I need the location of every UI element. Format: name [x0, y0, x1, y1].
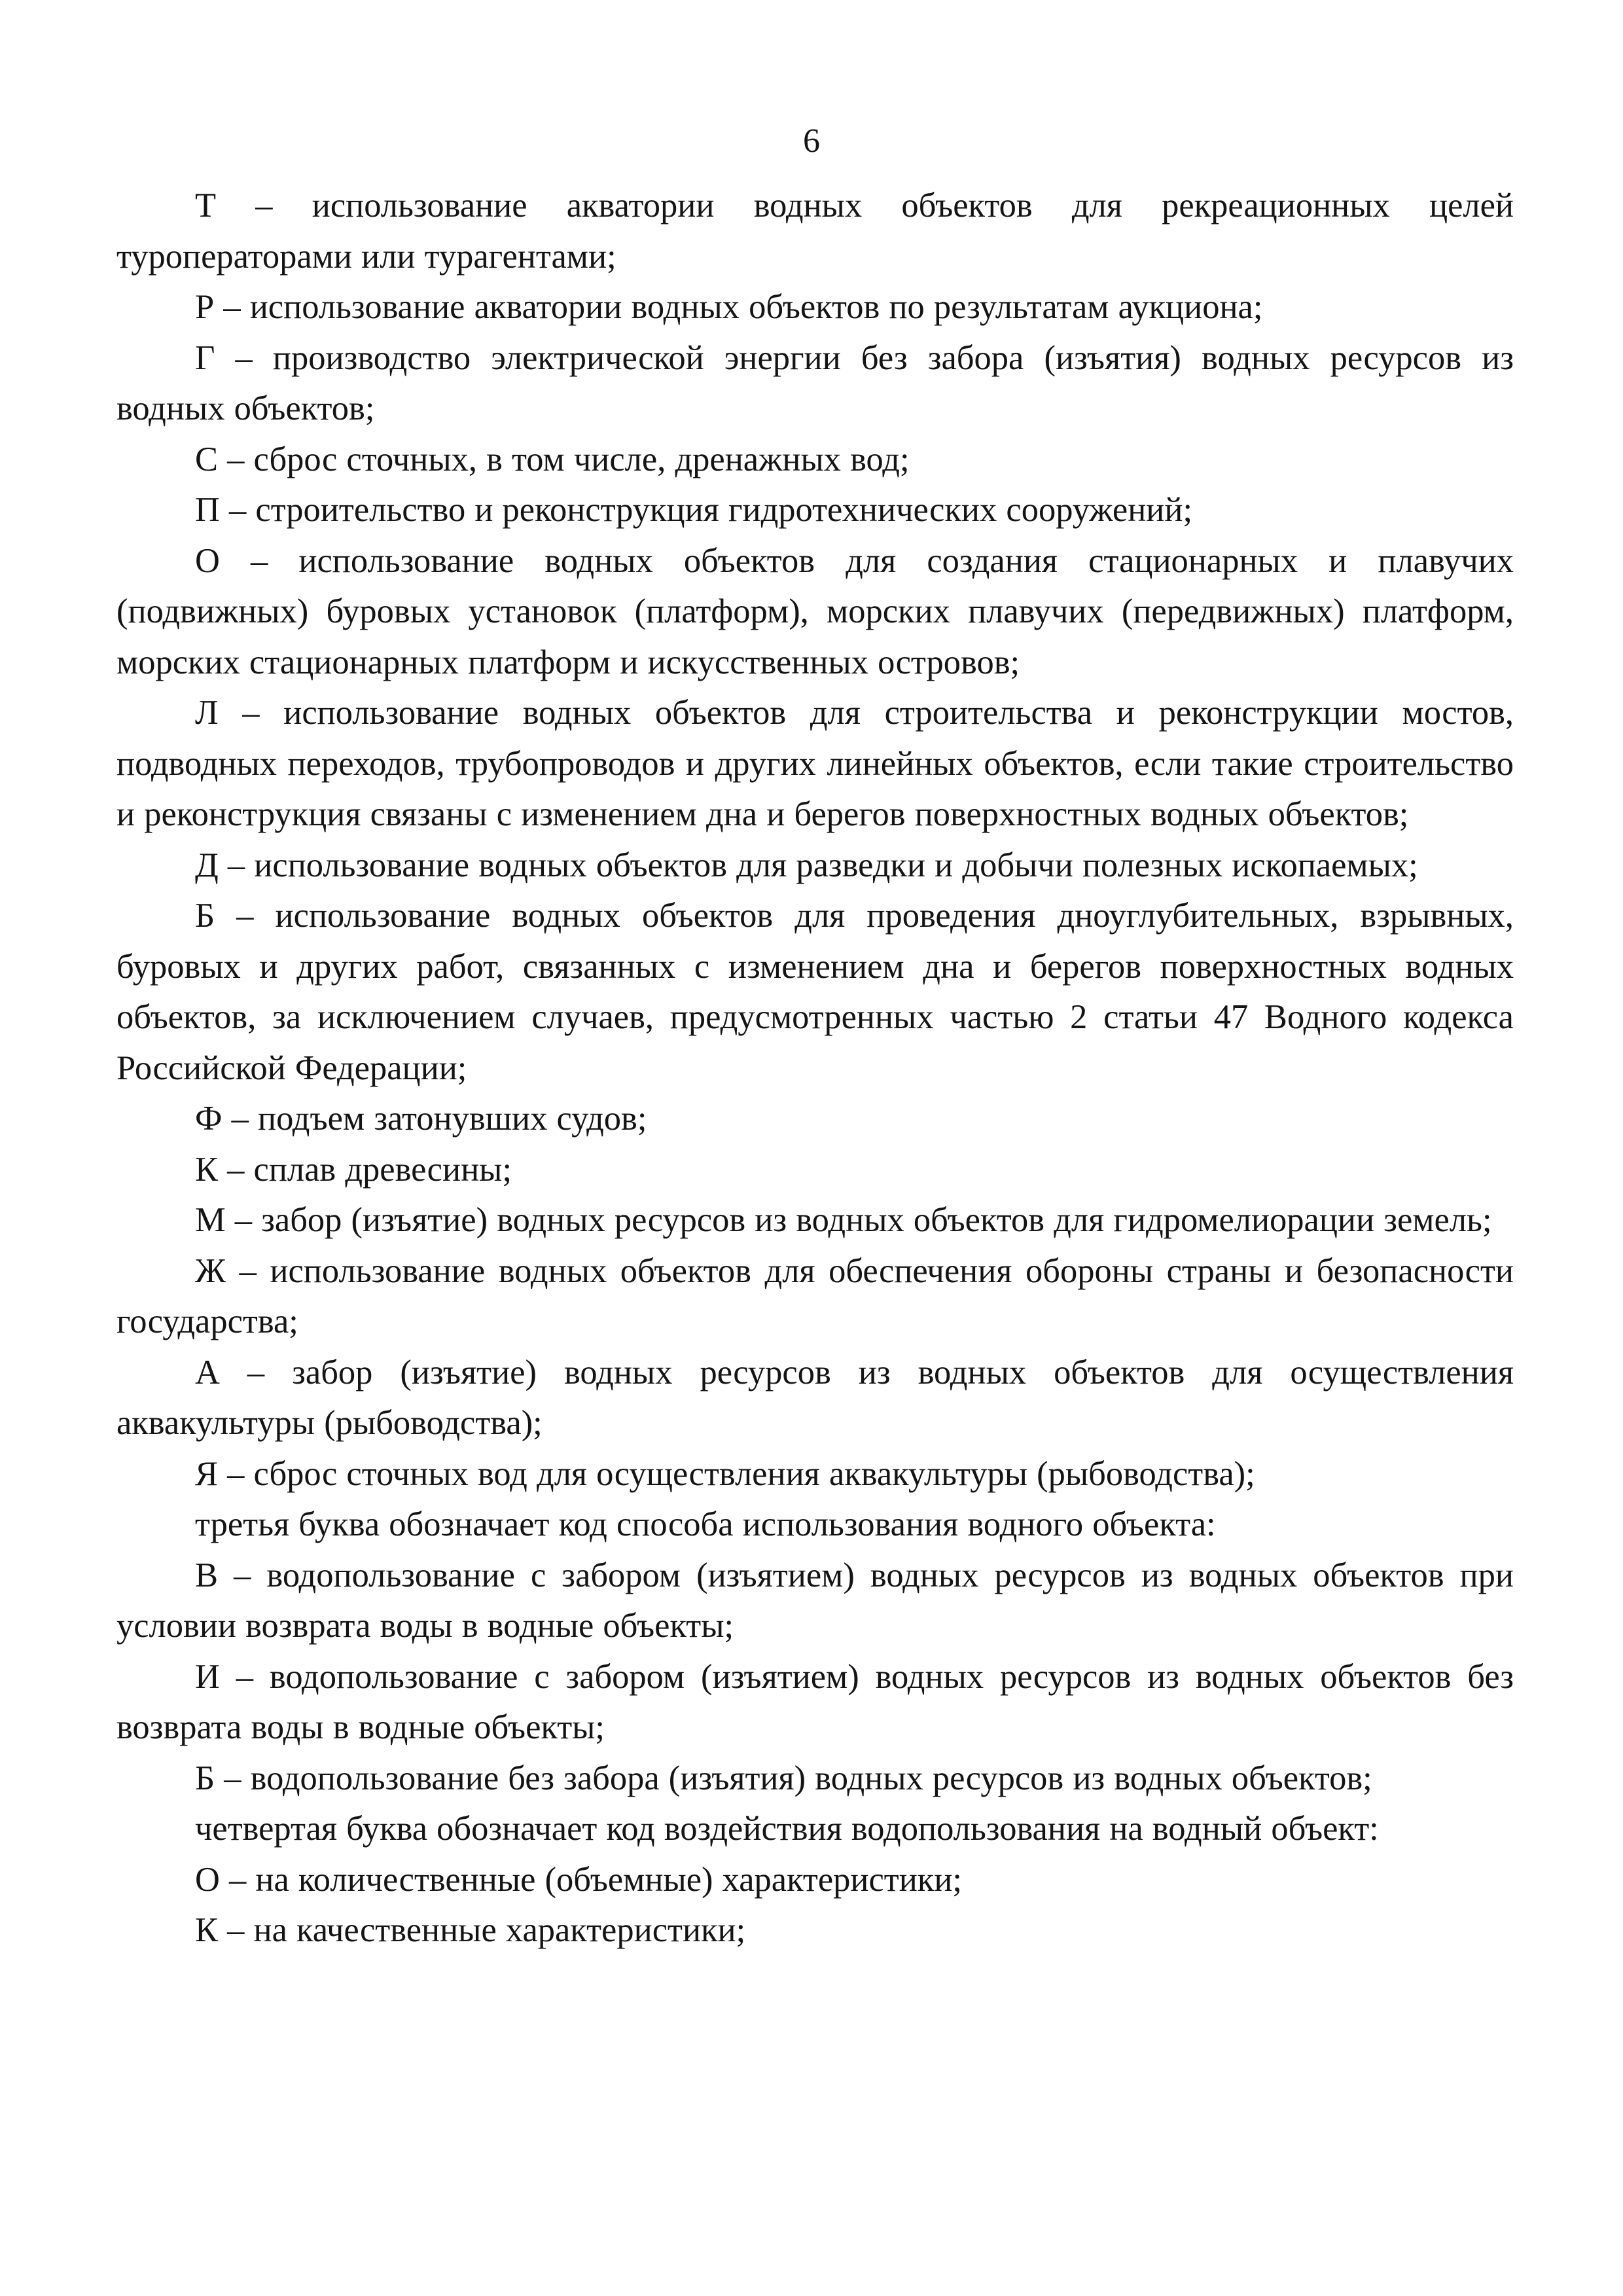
paragraph-code-p: П – строительство и реконструкция гидротехнических сооружений; [195, 491, 1193, 529]
paragraph-code-ya: Я – сброс сточных вод для осуществления аквакультуры (рыбоводства); [195, 1454, 1255, 1493]
paragraph-code-s: С – сброс сточных, в том числе, дренажных вод; [195, 440, 910, 478]
paragraph-method-i: И – водопользование с забором (изъятием) водных ресурсов из водных объектов без возврата воды в водные объекты; [116, 1657, 1514, 1746]
paragraph-third-letter-intro: третья буква обозначает код способа использования водного объекта: [195, 1505, 1216, 1543]
paragraph-code-g: Г – производство электрической энергии без забора (изъятия) водных ресурсов из водных объектов; [116, 338, 1514, 427]
document-body [116, 181, 1514, 1956]
paragraph-code-m: М – забор (изъятие) водных ресурсов из водных объектов для гидромелиорации земель; [195, 1201, 1492, 1239]
paragraph-code-l: Л – использование водных объектов для строительства и реконструкции мостов, подводных переходов, трубопроводов и других линейных объектов, если такие строительство и реконструкция связаны с изменением дна и берегов поверхностных водных объектов; [116, 694, 1514, 833]
paragraph-code-t: Т – использование акватории водных объектов для рекреационных целей туроператорами или турагентами; [116, 187, 1514, 276]
paragraph-code-zh: Ж – использование водных объектов для обеспечения обороны страны и безопасности государства; [116, 1251, 1514, 1340]
paragraph-code-r: Р – использование акватории водных объектов по результатам аукциона; [195, 288, 1263, 326]
paragraph-method-v: В – водопользование с забором (изъятием) водных ресурсов из водных объектов при условии возврата воды в водные объекты; [116, 1556, 1514, 1645]
paragraph-code-a: А – забор (изъятие) водных ресурсов из водных объектов для осуществления аквакультуры (рыбоводства); [116, 1353, 1514, 1442]
paragraph-impact-o: О – на количественные (объемные) характеристики; [195, 1860, 962, 1899]
paragraph-impact-k: К – на качественные характеристики; [195, 1911, 746, 1949]
paragraph-code-d: Д – использование водных объектов для разведки и добычи полезных ископаемых; [195, 846, 1418, 884]
paragraph-method-b: Б – водопользование без забора (изъятия) водных ресурсов из водных объектов; [195, 1759, 1372, 1797]
paragraph-code-k: К – сплав древесины; [195, 1150, 512, 1189]
paragraph-fourth-letter-intro: четвертая буква обозначает код воздействия водопользования на водный объект: [195, 1810, 1379, 1848]
page-number: 6 [803, 122, 820, 160]
paragraph-code-f: Ф – подъем затонувших судов; [195, 1100, 647, 1138]
paragraph-code-o: О – использование водных объектов для создания стационарных и плавучих (подвижных) буровых установок (платформ), морских плавучих (передвижных) платформ, морских стационарных платформ и искусственных островов; [116, 541, 1514, 681]
paragraph-code-b: Б – использование водных объектов для проведения дноуглубительных, взрывных, буровых и других работ, связанных с изменением дна и берегов поверхностных водных объектов, за исключением случаев, предусмотренных частью 2 статьи 47 Водного кодекса Российской Федерации; [116, 897, 1514, 1087]
